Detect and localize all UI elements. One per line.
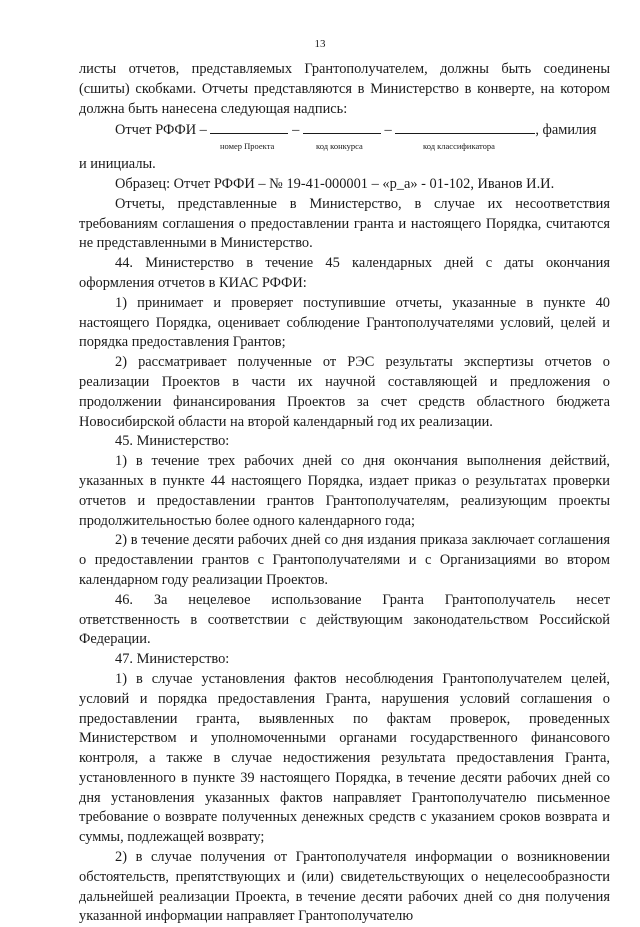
caption-contest-code: код конкурса [316, 141, 363, 152]
document-body [79, 60, 610, 927]
paragraph: 1) в случае установления фактов несоблюдения Грантополучателем целей, условий и порядка предоставления Гранта, нарушения условий соглашения о предоставлении гранта, выявленных по фактам проверок, проведенных Министерством и уполномоченными органами государственного финансового контроля, а также в случае недостижения результата предоставления Гранта, установленного в пункте 39 настоящего Порядка, в течение десяти рабочих дней со дня установления указанных фактов направляет Грантополучателю письменное требование о возврате полученных денежных средств с указанием сроков возврата и суммы, подлежащей возврату; [79, 670, 610, 846]
page-number: 13 [314, 38, 326, 50]
caption-classifier-code: код классификатора [423, 141, 495, 152]
caption-project-number: номер Проекта [220, 141, 275, 152]
paragraph: 44. Министерство в течение 45 календарных дней с даты окончания оформления отчетов в КИАС РФФИ: [79, 255, 610, 291]
template-dash-1: – [292, 122, 300, 139]
template-prefix: Отчет РФФИ – [115, 122, 207, 139]
template-continuation: и инициалы. [79, 156, 156, 173]
paragraph: 45. Министерство: [115, 433, 230, 450]
envelope-template-line [79, 119, 610, 141]
template-suffix: , фамилия [535, 122, 597, 139]
template-dash-2: – [384, 122, 392, 139]
paragraph: 2) в течение десяти рабочих дней со дня издания приказа заключает соглашения о предоставлении грантов с Грантополучателями и с Организациями во втором календарном году реализации Проектов. [79, 532, 610, 588]
paragraph: 2) рассматривает полученные от РЭС результаты экспертизы отчетов о реализации Проектов в части их научной составляющей и предложения о продолжении финансирования Проектов за счет средств областного бюджета Новосибирской области на второй календарный год их реализации. [79, 354, 610, 430]
paragraph: 1) в течение трех рабочих дней со дня окончания выполнения действий, указанных в пункте 44 настоящего Порядка, издает приказ о результатах проверки отчетов и предоставлении грантов Грантополучателям, реализующим проекты продолжительностью более одного календарного года; [79, 453, 610, 529]
paragraph: 1) принимает и проверяет поступившие отчеты, указанные в пункте 40 настоящего Порядка, оценивает соблюдение Грантополучателями условий, целей и порядка предоставления Грантов; [79, 294, 610, 351]
contest-code-blank [303, 119, 381, 134]
paragraph: Отчеты, представленные в Министерство, в случае их несоответствия требованиям соглашения о предоставлении гранта и настоящего Порядка, считаются не представленными в Министерство. [79, 195, 610, 252]
sample-line: Образец: Отчет РФФИ – № 19-41-000001 – «р_а» - 01-102, Иванов И.И. [115, 175, 555, 192]
template-captions [79, 141, 610, 155]
paragraph: 47. Министерство: [115, 651, 230, 668]
classifier-code-blank [395, 119, 535, 134]
project-number-blank [210, 119, 288, 134]
paragraph: 2) в случае получения от Грантополучателя информации о возникновении обстоятельств, препятствующих и (или) свидетельствующих о нецелесообразности дальнейшей реализации Проекта, в течение десяти рабочих дней со дня получения указанной информации направляет Грантополучателю [79, 849, 610, 925]
paragraph: 46. За нецелевое использование Гранта Грантополучатель несет ответственность в соответствии с действующим законодательством Российской Федерации. [79, 591, 610, 648]
intro-paragraph: листы отчетов, представляемых Грантополучателем, должны быть соединены (сшиты) скобками. Отчеты представляются в Министерство в конверте, на котором должна быть нанесена следующая надпись: [79, 61, 610, 117]
